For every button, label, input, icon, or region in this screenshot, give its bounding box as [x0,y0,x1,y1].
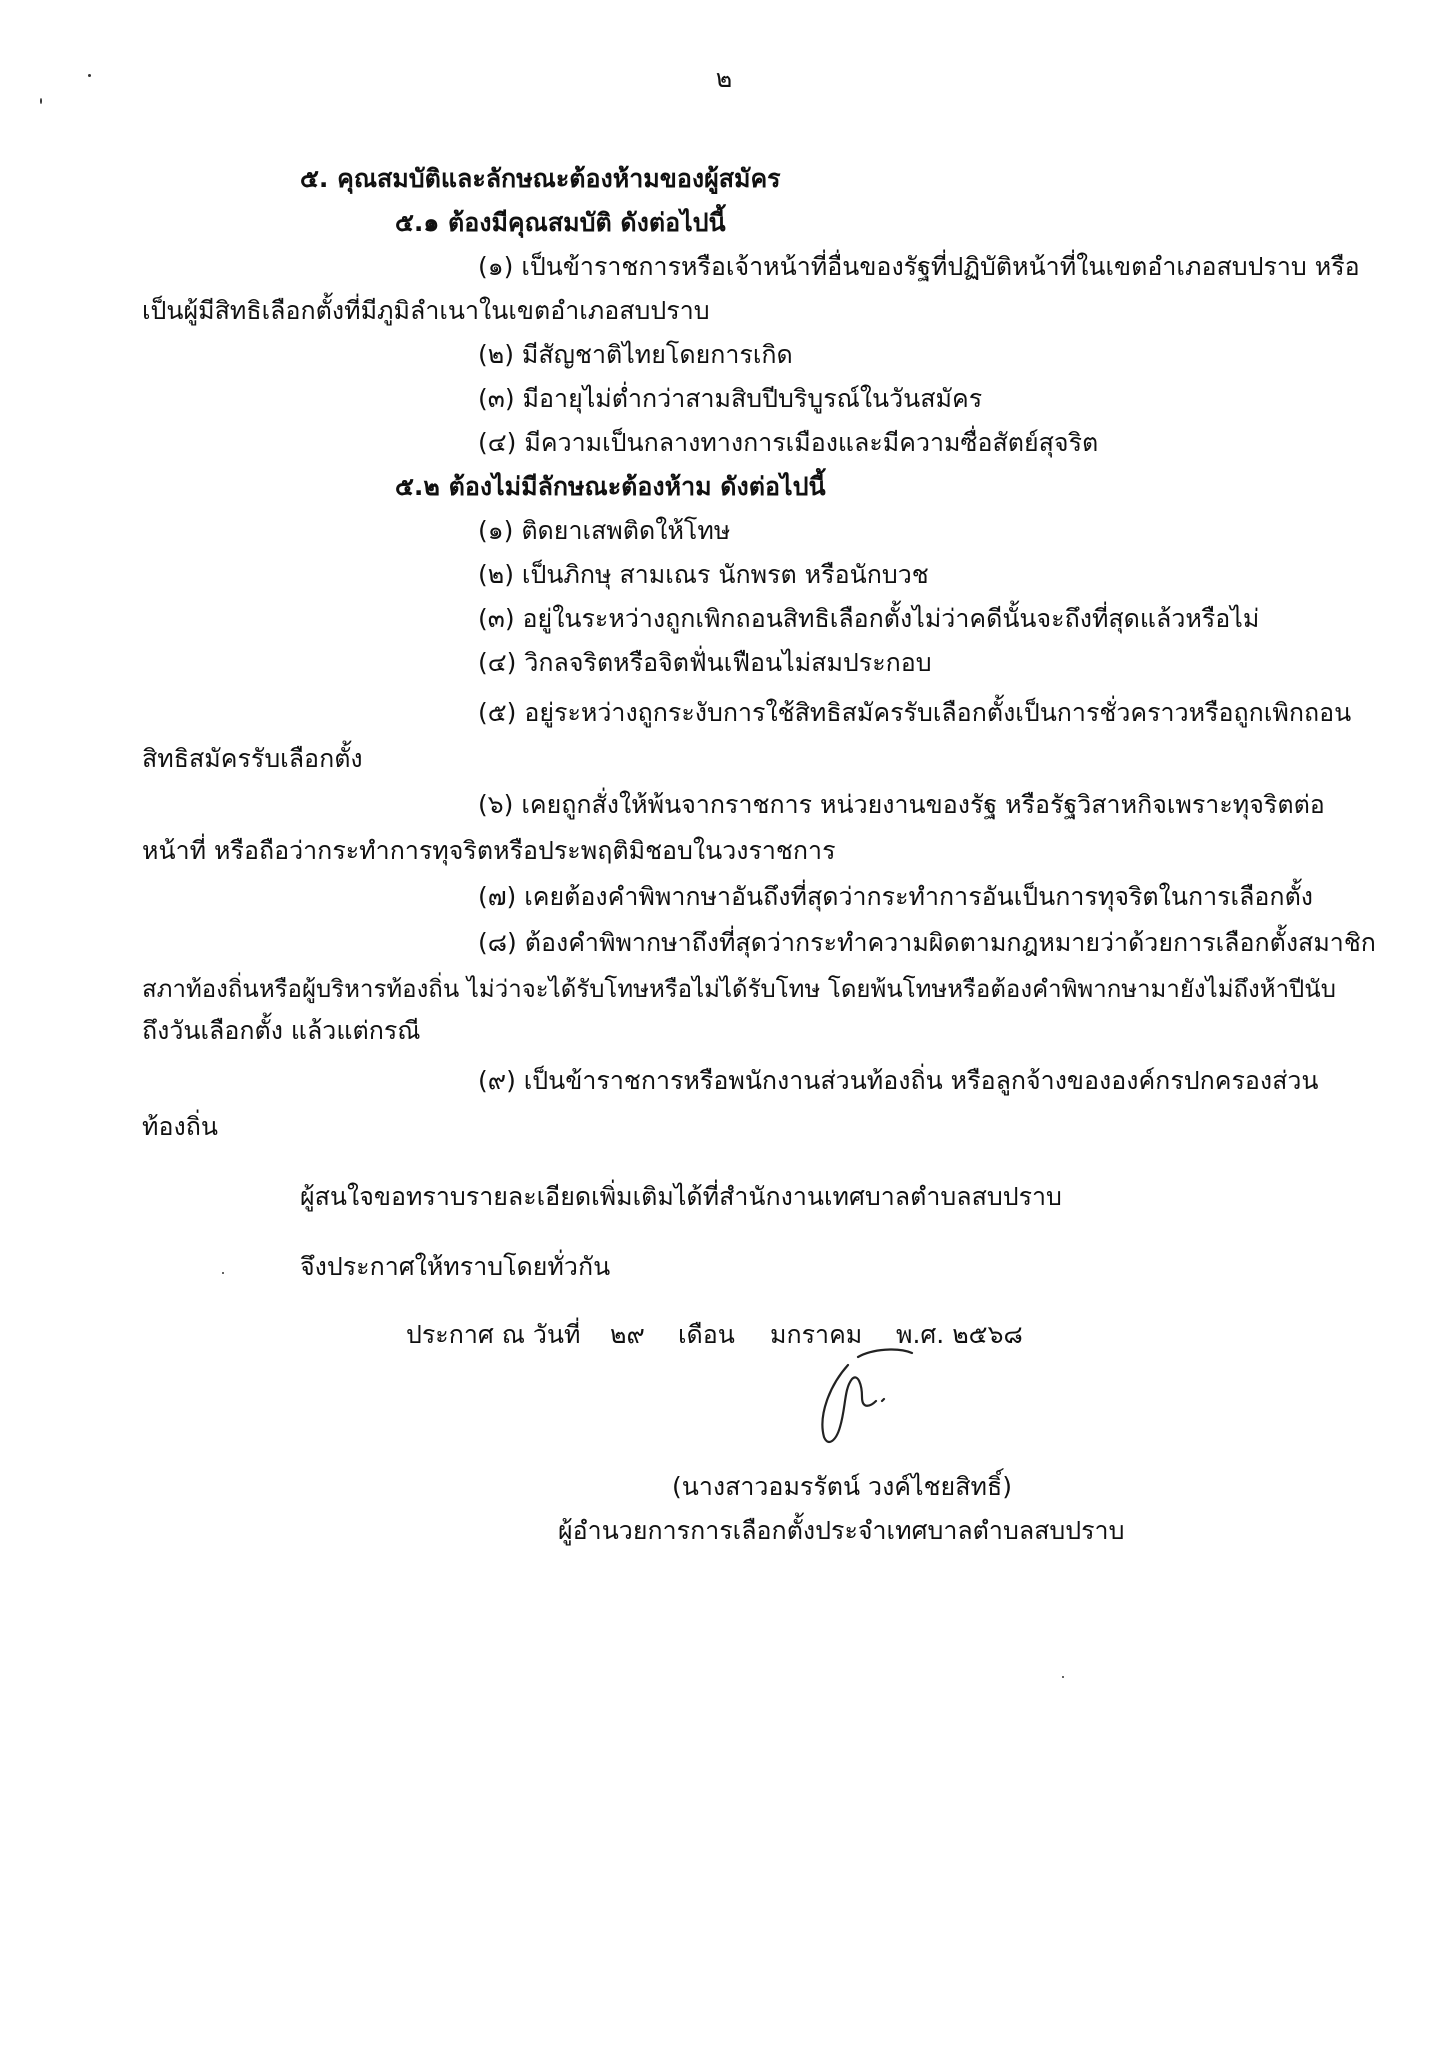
qual-item-2: (๒) มีสัญชาติไทยโดยการเกิด [478,340,793,369]
scan-speck [88,74,91,77]
prohib-item-8-line-1: (๘) ต้องคำพิพากษาถึงที่สุดว่ากระทำความผิดตามกฎหมายว่าด้วยการเลือกตั้งสมาชิก [478,928,1376,957]
section-5-1-heading: ๕.๑ ต้องมีคุณสมบัติ ดังต่อไปนี้ [395,208,726,237]
signer-name: (นางสาวอมรรัตน์ วงค์ไชยสิทธิ์) [672,1472,1012,1501]
qual-item-1-line-1: (๑) เป็นข้าราชการหรือเจ้าหน้าที่อื่นของรัฐที่ปฏิบัติหน้าที่ในเขตอำเภอสบปราบ หรือ [478,252,1360,281]
signer-position: ผู้อำนวยการการเลือกตั้งประจำเทศบาลตำบลสบปราบ [558,1516,1125,1545]
prohib-item-3: (๓) อยู่ในระหว่างถูกเพิกถอนสิทธิเลือกตั้งไม่ว่าคดีนั้นจะถึงที่สุดแล้วหรือไม่ [478,604,1260,633]
prohib-item-6-line-2: หน้าที่ หรือถือว่ากระทำการทุจริตหรือประพฤติมิชอบในวงราชการ [142,836,836,865]
info-line: ผู้สนใจขอทราบรายละเอียดเพิ่มเติมได้ที่สำนักงานเทศบาลตำบลสบปราบ [300,1182,1062,1211]
announce-line: จึงประกาศให้ทราบโดยทั่วกัน [300,1252,611,1281]
date-month: มกราคม [770,1320,863,1349]
prohib-item-9-line-1: (๙) เป็นข้าราชการหรือพนักงานส่วนท้องถิ่น หรือลูกจ้างขององค์กรปกครองส่วน [478,1066,1319,1095]
date-day: ๒๙ [610,1320,645,1349]
prohib-item-6-line-1: (๖) เคยถูกสั่งให้พ้นจากราชการ หน่วยงานของรัฐ หรือรัฐวิสาหกิจเพราะทุจริตต่อ [478,790,1325,819]
date-year: พ.ศ. ๒๕๖๘ [896,1320,1023,1349]
prohib-item-8-line-2: สภาท้องถิ่นหรือผู้บริหารท้องถิ่น ไม่ว่าจะได้รับโทษหรือไม่ได้รับโทษ โดยพ้นโทษหรือต้องคำพิพากษามายังไม่ถึงห้าปีนับ [142,975,1336,1003]
prohib-item-4: (๔) วิกลจริตหรือจิตฟั่นเฟือนไม่สมประกอบ [478,648,932,677]
scan-speck [1062,1676,1064,1678]
qual-item-4: (๔) มีความเป็นกลางทางการเมืองและมีความซื่อสัตย์สุจริต [478,428,1099,457]
prohib-item-7: (๗) เคยต้องคำพิพากษาอันถึงที่สุดว่ากระทำการอันเป็นการทุจริตในการเลือกตั้ง [478,882,1314,911]
qual-item-1-line-2: เป็นผู้มีสิทธิเลือกตั้งที่มีภูมิลำเนาในเขตอำเภอสบปราบ [142,296,710,325]
scan-speck [40,98,42,104]
qual-item-3: (๓) มีอายุไม่ต่ำกว่าสามสิบปีบริบูรณ์ในวันสมัคร [478,384,983,413]
page-number: ๒ [715,64,733,93]
scan-speck [222,1272,224,1274]
prohib-item-2: (๒) เป็นภิกษุ สามเณร นักพรต หรือนักบวช [478,560,929,589]
prohib-item-9-line-2: ท้องถิ่น [142,1112,218,1141]
section-5-heading: ๕. คุณสมบัติและลักษณะต้องห้ามของผู้สมัคร [300,164,781,193]
section-5-2-heading: ๕.๒ ต้องไม่มีลักษณะต้องห้าม ดังต่อไปนี้ [395,472,826,501]
date-month-label: เดือน [678,1320,735,1349]
prohib-item-1: (๑) ติดยาเสพติดให้โทษ [478,516,731,545]
date-prefix: ประกาศ ณ วันที่ [406,1320,581,1349]
prohib-item-5-line-1: (๕) อยู่ระหว่างถูกระงับการใช้สิทธิสมัครรับเลือกตั้งเป็นการชั่วคราวหรือถูกเพิกถอน [478,698,1352,727]
signature-mark [800,1345,920,1455]
prohib-item-5-line-2: สิทธิสมัครรับเลือกตั้ง [142,744,363,773]
prohib-item-8-line-3: ถึงวันเลือกตั้ง แล้วแต่กรณี [142,1016,421,1045]
